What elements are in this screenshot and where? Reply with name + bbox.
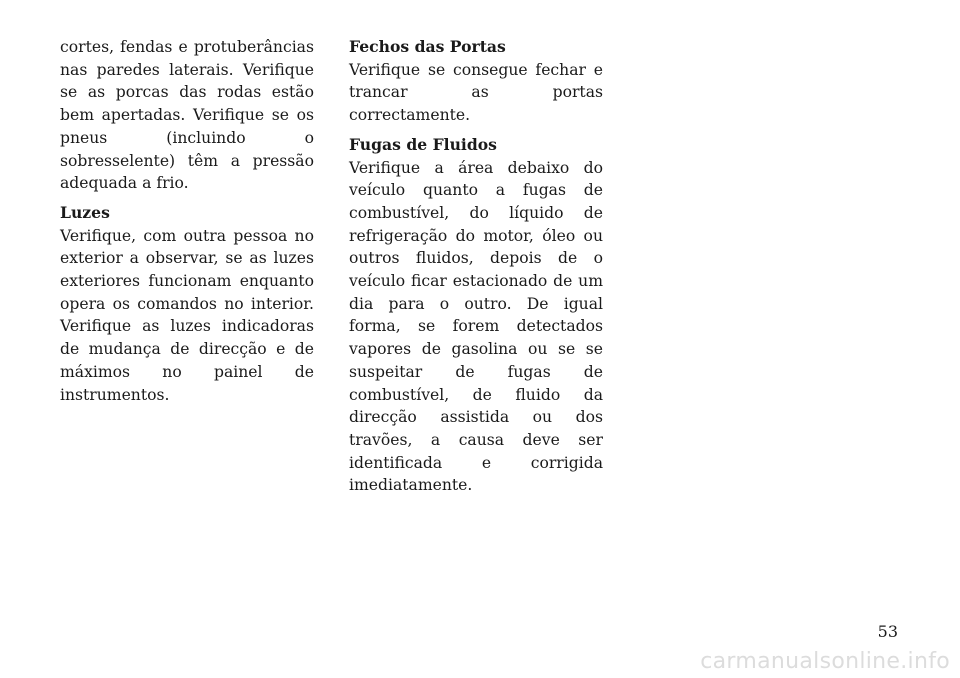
watermark: carmanualsonline.info [700,649,950,674]
intro-paragraph [60,36,314,195]
page-number: 53 [877,622,898,641]
section-body: Verifique a área debaixo do veículo quanto a fugas de combustível, do líquido de refrigeração do motor, óleo ou outros fluidos, depois de o veículo ficar estacionado de um dia para o outro. De igual forma, se forem detectados vapores de gasolina ou se se suspeitar de fugas de combustível, de fluido da direcção assistida ou dos travões, a causa deve ser identificada e corrigida imediatamente. [349,158,603,495]
section-heading: Fugas de Fluidos [349,134,497,154]
section-heading: Fechos das Portas [349,37,506,56]
section-fugas-de-fluidos [349,134,603,497]
section-body: Verifique, com outra pessoa no exterior a observar, se as luzes exteriores funcionam enquanto opera os comandos no interior. Verifique as luzes indicadoras de mudança de direcção e de máximos no painel de instrumentos. [60,226,314,404]
section-fechos-das-portas [349,36,603,127]
section-heading: Luzes [60,202,110,222]
left-column [60,36,314,413]
section-body: Verifique se consegue fechar e trancar as portas correctamente. [349,60,603,125]
right-column [349,36,603,504]
intro-text: cortes, fendas e protuberâncias nas paredes laterais. Verifique se as porcas das rodas estão bem apertadas. Verifique se os pneus (incluindo o sobresselente) têm a pressão adequada a frio. [60,38,314,193]
section-luzes [60,202,314,406]
